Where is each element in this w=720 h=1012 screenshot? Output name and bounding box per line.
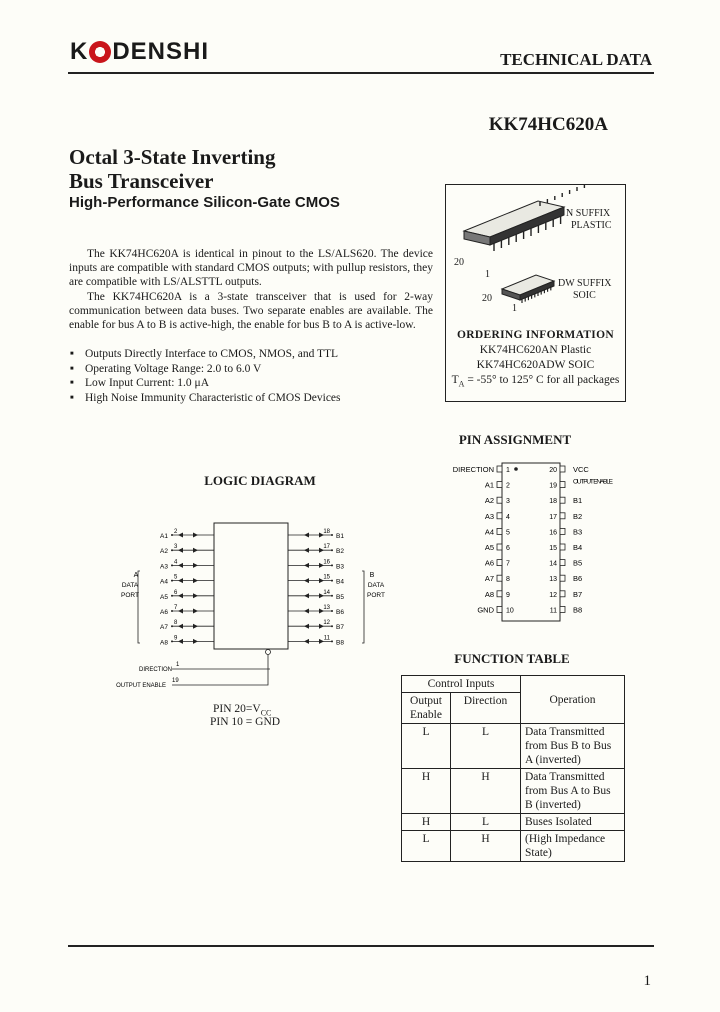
pin-num-left: 4	[506, 513, 510, 521]
dip-pin1-label: 1	[485, 269, 490, 280]
a-arrow-icon	[193, 548, 198, 553]
soic-pin1-label: 1	[512, 303, 517, 314]
pin20-note-text: PIN 20=V	[213, 703, 261, 715]
logic-diagram-title: LOGIC DIAGRAM	[204, 473, 316, 488]
pin-num-left: 8	[506, 576, 510, 584]
oe-pin: 19	[172, 678, 179, 684]
logo-letter-k: K	[70, 38, 89, 65]
b-port-label: B	[369, 572, 375, 579]
pin-name-left: A2	[484, 496, 494, 506]
dw-type-label: SOIC	[573, 290, 596, 301]
table-row	[402, 831, 625, 862]
pin-name-left: A5	[484, 543, 494, 552]
pin-box	[560, 591, 565, 597]
feature-list	[69, 347, 439, 405]
cell-dir: L	[451, 724, 521, 769]
pin1-dot	[514, 467, 518, 471]
pin-num-left: 10	[506, 607, 514, 615]
feature-item: ■ Low Input Current: 1.0 μA	[69, 376, 439, 391]
oe-header: Output Enable	[402, 693, 451, 724]
direction-label: DIRECTION	[139, 667, 172, 673]
a-arrow-icon	[178, 639, 183, 644]
b-pin: 14	[323, 589, 330, 596]
pin-name-right: B5	[573, 558, 583, 568]
n-type-label: PLASTIC	[571, 220, 612, 231]
logic-diagram	[100, 515, 410, 695]
a-port-brace	[138, 571, 140, 643]
a-label: A3	[160, 563, 168, 571]
a-pin: 7	[174, 605, 178, 611]
b-terminal	[331, 625, 333, 627]
cell-op: Data Transmitted from Bus A to Bus B (inverted)	[521, 769, 625, 814]
pin-name-left: A4	[484, 527, 494, 537]
a-arrow-icon	[193, 563, 198, 568]
pin-box	[497, 528, 502, 534]
oe-line	[172, 649, 268, 685]
pin-name-left: A1	[484, 480, 494, 490]
a-label: A8	[160, 639, 168, 647]
a-pin: 4	[174, 559, 178, 566]
a-arrow-icon	[193, 624, 198, 629]
b-arrow-icon	[304, 563, 309, 568]
a-arrow-icon	[178, 548, 183, 553]
b-terminal	[331, 595, 333, 597]
function-table-title: FUNCTION TABLE	[454, 651, 570, 666]
b-arrow-icon	[304, 578, 309, 583]
pin-box	[497, 606, 502, 612]
dip-pin20-label: 20	[454, 257, 464, 268]
a-label: A7	[160, 624, 168, 632]
pin-box	[560, 513, 565, 519]
page-subtitle: High-Performance Silicon-Gate CMOS	[69, 194, 340, 211]
pin-num-left: 5	[506, 529, 510, 537]
pin-box	[497, 466, 502, 472]
a-terminal	[171, 640, 173, 642]
logo-ring-icon	[89, 41, 111, 63]
a-terminal	[171, 595, 173, 597]
pin-box	[497, 591, 502, 597]
part-number: KK74HC620A	[488, 114, 608, 135]
temp-sub: A	[458, 379, 465, 389]
a-arrow-icon	[193, 533, 198, 538]
pin-name-right: B1	[573, 496, 583, 506]
a-port-label: PORT	[121, 592, 139, 599]
b-port-brace	[362, 571, 364, 643]
pin-name-right: VCC	[573, 465, 589, 474]
title-line-1: Octal 3-State Inverting	[69, 145, 276, 169]
pin-box	[497, 482, 502, 488]
b-arrow-icon	[304, 548, 309, 553]
pin-num-right: 15	[549, 545, 557, 552]
cell-op: Buses Isolated	[521, 814, 625, 831]
b-label: B2	[336, 548, 344, 556]
oe-invert-bubble	[266, 650, 271, 655]
b-terminal	[331, 580, 333, 582]
pin-box	[560, 575, 565, 581]
pin-name-right: B7	[573, 589, 583, 599]
pin-num-right: 14	[549, 560, 557, 568]
pin-name-right: B3	[573, 527, 583, 537]
b-terminal	[331, 610, 333, 612]
a-arrow-icon	[178, 563, 183, 568]
pin20-note-sub: CC	[260, 708, 272, 718]
pin-box	[560, 606, 565, 612]
description-p1: The KK74HC620A is identical in pinout to the LS/ALS620. The device inputs are compatible with standard CMOS outputs; with pullup resistors, they are compatible with LS/ALSTTL outputs.	[69, 248, 433, 289]
doc-type-heading: TECHNICAL DATA	[500, 50, 652, 69]
title-line-2: Bus Transceiver	[69, 169, 214, 193]
b-label: B1	[336, 533, 344, 540]
a-arrow-icon	[193, 593, 198, 598]
a-arrow-icon	[193, 609, 198, 614]
b-arrow-icon	[304, 624, 309, 629]
a-port-label: A	[133, 572, 139, 579]
pin-name-left: A3	[484, 511, 494, 521]
a-terminal	[171, 549, 173, 551]
ordering-line-1: KK74HC620AN Plastic	[479, 344, 592, 356]
pin-name-right: B4	[573, 543, 583, 552]
b-pin: 18	[323, 529, 330, 535]
pin-box	[560, 497, 565, 503]
a-pin: 5	[174, 574, 178, 581]
a-port-label: DATA	[121, 582, 139, 589]
table-row	[402, 769, 625, 814]
b-pin: 11	[323, 635, 330, 642]
a-arrow-icon	[178, 578, 183, 583]
temp-symbol: T	[451, 374, 459, 386]
feature-item: ■ Operating Voltage Range: 2.0 to 6.0 V	[69, 362, 439, 377]
a-arrow-icon	[193, 639, 198, 644]
description	[69, 247, 433, 332]
b-arrow-icon	[304, 593, 309, 598]
a-terminal	[171, 564, 173, 566]
a-pin: 8	[174, 620, 178, 627]
n-suffix-label: N SUFFIX	[566, 208, 611, 219]
cell-dir: H	[451, 769, 521, 814]
oe-label: OUTPUT ENABLE	[116, 683, 166, 689]
pin-name-left: GND	[477, 605, 494, 615]
pin-name-right: OUTPUT ENABLE	[573, 478, 613, 486]
a-arrow-icon	[193, 578, 198, 583]
ordering-title: ORDERING INFORMATION	[457, 329, 614, 341]
pin-num-right: 17	[549, 513, 557, 521]
dw-suffix-label: DW SUFFIX	[558, 278, 612, 289]
cell-dir: H	[451, 831, 521, 862]
cell-op: Data Transmitted from Bus B to Bus A (inverted)	[521, 724, 625, 769]
page-title	[69, 145, 275, 193]
pin-num-right: 18	[549, 498, 557, 506]
top-divider	[68, 72, 654, 74]
pin-box	[560, 482, 565, 488]
pin-box	[497, 544, 502, 550]
package-box	[445, 184, 626, 402]
a-label: A1	[160, 533, 168, 540]
pin-name-left: A6	[484, 558, 494, 568]
control-inputs-header: Control Inputs	[402, 676, 521, 693]
b-label: B4	[336, 578, 344, 586]
operation-header: Operation	[521, 676, 625, 724]
function-table	[401, 675, 625, 862]
b-pin: 16	[323, 559, 330, 566]
pin-num-left: 6	[506, 545, 510, 552]
a-label: A2	[160, 548, 168, 556]
pin-name-right: B6	[573, 574, 583, 584]
table-row	[402, 814, 625, 831]
temp-range: = -55° to 125° C for all packages	[464, 374, 620, 386]
pin-num-right: 19	[549, 482, 557, 490]
pin-num-left: 9	[506, 591, 510, 599]
b-pin: 17	[323, 544, 330, 551]
b-terminal	[331, 549, 333, 551]
soic-pin20-label: 20	[482, 293, 492, 304]
pin-assignment-diagram	[440, 455, 620, 625]
table-row	[402, 724, 625, 769]
direction-header: Direction	[451, 693, 521, 724]
pin-num-left: 1	[506, 467, 510, 474]
b-label: B7	[336, 624, 344, 632]
pin-assignment-title: PIN ASSIGNMENT	[458, 432, 572, 447]
pin-num-right: 13	[549, 576, 557, 584]
a-pin: 6	[174, 589, 178, 596]
b-terminal	[331, 534, 333, 536]
b-port-label: DATA	[367, 582, 385, 589]
a-arrow-icon	[178, 593, 183, 598]
b-arrow-icon	[304, 533, 309, 538]
pin-box	[560, 544, 565, 550]
a-pin: 3	[174, 544, 178, 551]
cell-oe: L	[402, 831, 451, 862]
pin-num-left: 7	[506, 560, 510, 568]
a-terminal	[171, 610, 173, 612]
pin-num-left: 2	[506, 482, 510, 490]
package-drawings	[446, 185, 626, 315]
a-arrow-icon	[178, 609, 183, 614]
a-pin: 2	[174, 529, 178, 535]
b-port-label: PORT	[367, 592, 385, 599]
feature-item: ■ High Noise Immunity Characteristic of CMOS Devices	[69, 391, 439, 406]
soic-package-icon	[502, 275, 554, 303]
b-label: B8	[336, 639, 344, 647]
kodenshi-logo	[70, 38, 209, 66]
pin-name-left: DIRECTION	[452, 465, 494, 474]
pin-num-right: 11	[549, 607, 557, 615]
a-label: A5	[160, 593, 168, 601]
cell-dir: L	[451, 814, 521, 831]
b-terminal	[331, 640, 333, 642]
table-header-row	[402, 676, 625, 693]
pin-box	[497, 575, 502, 581]
pin-name-left: A7	[484, 574, 494, 584]
page-number: 1	[643, 973, 651, 989]
pin-num-right: 16	[549, 529, 557, 537]
b-label: B3	[336, 563, 344, 571]
feature-item: ■ Outputs Directly Interface to CMOS, NMOS, and TTL	[69, 347, 439, 362]
pin-num-right: 20	[549, 467, 557, 474]
cell-oe: L	[402, 724, 451, 769]
description-p2: The KK74HC620A is a 3-state transceiver that is used for 2-way communication between data buses. Two separate enables are available. The enable for bus A to B is active-high, the enable for bus B to A is active-low.	[69, 290, 433, 332]
cell-op: (High Impedance State)	[521, 831, 625, 862]
bottom-divider	[68, 945, 654, 947]
b-label: B6	[336, 609, 344, 616]
pin-name-left: A8	[484, 589, 494, 599]
pin-box	[560, 560, 565, 566]
b-pin: 12	[323, 620, 330, 627]
a-terminal	[171, 580, 173, 582]
a-terminal	[171, 625, 173, 627]
a-terminal	[171, 534, 173, 536]
a-arrow-icon	[178, 533, 183, 538]
pin-num-left: 3	[506, 498, 510, 506]
pin-box	[497, 497, 502, 503]
b-pin: 13	[323, 605, 330, 611]
a-label: A6	[160, 609, 168, 616]
b-arrow-icon	[304, 609, 309, 614]
transceiver-block	[214, 523, 288, 649]
ordering-line-2: KK74HC620ADW SOIC	[476, 359, 595, 371]
pin-box	[497, 560, 502, 566]
b-pin: 15	[323, 574, 330, 581]
pin-name-right: B2	[573, 511, 583, 521]
a-pin: 9	[174, 635, 178, 642]
b-terminal	[331, 564, 333, 566]
ordering-temp	[446, 374, 625, 388]
cell-oe: H	[402, 814, 451, 831]
pin-box	[497, 513, 502, 519]
pin-box	[560, 528, 565, 534]
a-label: A4	[160, 578, 168, 586]
pin-box	[560, 466, 565, 472]
pin-num-right: 12	[549, 591, 557, 599]
b-arrow-icon	[304, 639, 309, 644]
a-arrow-icon	[178, 624, 183, 629]
direction-pin: 1	[176, 662, 180, 668]
pin10-note: PIN 10 = GND	[210, 716, 281, 728]
b-label: B5	[336, 593, 344, 601]
cell-oe: H	[402, 769, 451, 814]
pin-name-right: B8	[573, 605, 583, 615]
logo-text: DENSHI	[112, 38, 210, 65]
